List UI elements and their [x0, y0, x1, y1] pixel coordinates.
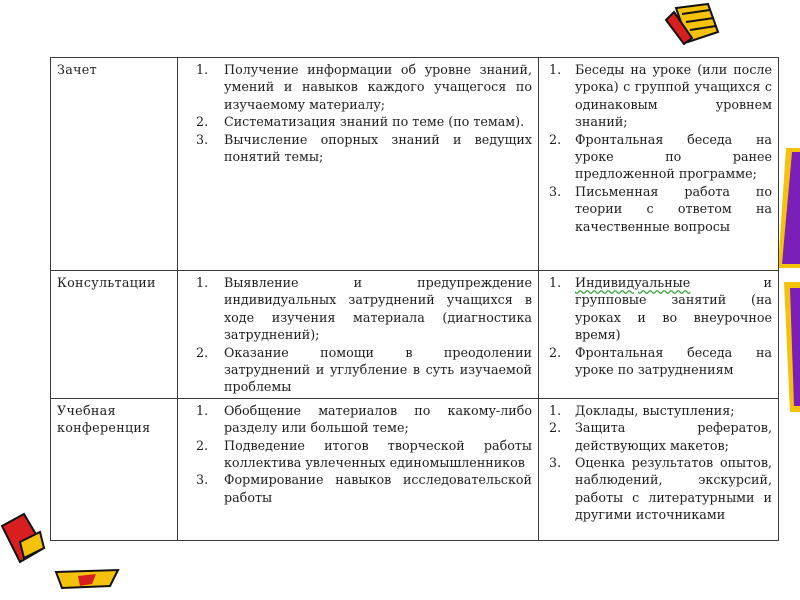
list-item: 2. Оказание помощи в преодолении затруднений и углубление в суть изучаемой проблемы	[196, 344, 532, 395]
pencil-icon	[662, 2, 722, 48]
category-cell: Зачет	[51, 58, 178, 271]
spellcheck-word: Индивидуальные	[575, 275, 691, 290]
list-item: 1. Беседы на уроке (или после урока) с группой учащихся с одинаковым уровнем знаний;	[549, 62, 772, 130]
list-item: 1. Обобщение материалов по какому-либо разделу или большой теме;	[196, 402, 532, 436]
list-item: 3. Письменная работа по теории с ответом на качественные вопросы	[549, 183, 772, 234]
list-item: 2. Фронтальная беседа на уроке по ранее предложенной программе;	[549, 131, 772, 182]
table-row	[51, 398, 779, 540]
list-item: 1. Индивидуальные и групповые занятий (на уроках и во внеурочное время)	[549, 275, 772, 343]
list-item: 1. Доклады, выступления;	[549, 402, 735, 418]
methods-cell	[178, 58, 539, 271]
list-item: 1. Получение информации об уровне знаний, умений и навыков каждого учащегося по изучаемому материалу;	[196, 62, 532, 112]
methods-cell	[178, 398, 539, 540]
forms-cell	[539, 58, 779, 271]
list-item: 2. Фронтальная беседа на уроке по затруднениям	[549, 344, 772, 378]
table-row	[51, 58, 779, 271]
list-item: 2. Защита рефератов, действующих макетов;	[549, 420, 772, 453]
forms-cell	[539, 271, 779, 399]
list-item: 2. Систематизация знаний по теме (по темам).	[196, 114, 525, 130]
list-item: 3. Вычисление опорных знаний и ведущих понятий темы;	[196, 131, 532, 165]
methods-table	[50, 57, 778, 554]
table-row	[51, 271, 779, 399]
forms-cell	[539, 398, 779, 540]
methods-cell	[178, 271, 539, 399]
category-cell: Учебная конференция	[51, 398, 178, 540]
list-item: 3. Формирование навыков исследовательской работы	[196, 472, 532, 505]
category-cell: Консультации	[51, 271, 178, 399]
list-item: 1. Выявление и предупреждение индивидуальных затруднений учащихся в ходе изучения материала (диагностика затруднений);	[196, 275, 532, 343]
list-item: 3. Оценка результатов опытов, наблюдений, экскурсий, работы с литературными и другими источниками	[549, 455, 772, 523]
list-item: 2. Подведение итогов творческой работы коллектива увлеченных единомышленников	[196, 437, 532, 471]
